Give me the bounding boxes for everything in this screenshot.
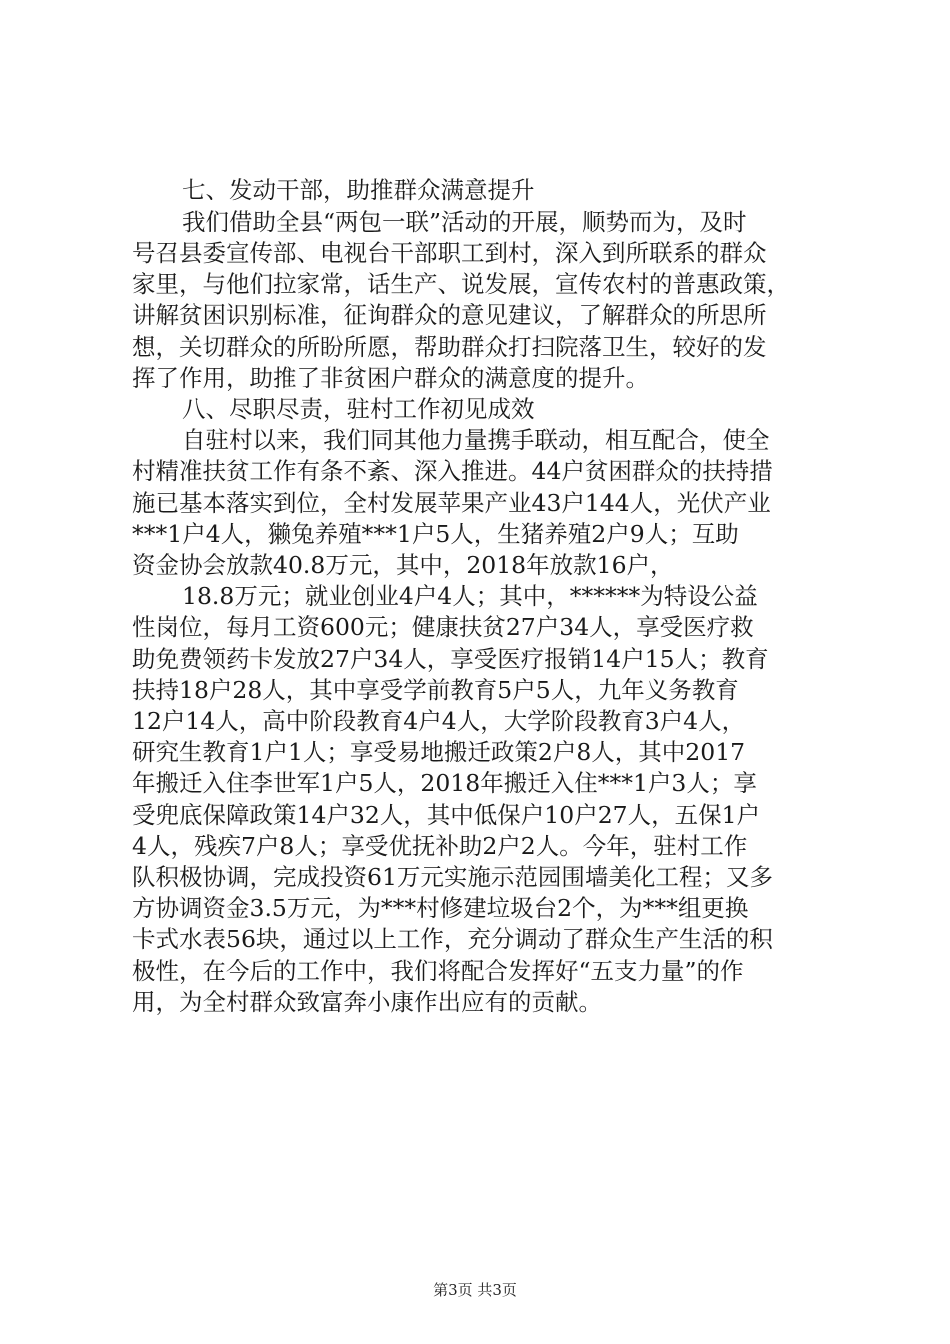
text-line: 号召县委宣传部、电视台干部职工到村，深入到所联系的群众: [132, 239, 767, 267]
paragraph-line: [0, 519, 950, 549]
paragraph-line: [0, 956, 950, 986]
paragraph-line: [0, 768, 950, 798]
text-line: 极性，在今后的工作中，我们将配合发挥好“五支力量”的作: [132, 957, 744, 985]
paragraph-line: [0, 269, 950, 299]
paragraph-line: [0, 675, 950, 705]
paragraph-line: [0, 488, 950, 518]
paragraph-line: [0, 737, 950, 767]
paragraph-line: [0, 581, 950, 611]
text-line: 挥了作用，助推了非贫困户群众的满意度的提升。: [132, 364, 649, 392]
paragraph-line: [0, 831, 950, 861]
paragraph-line: [0, 644, 950, 674]
text-line: 用，为全村群众致富奔小康作出应有的贡献。: [132, 988, 602, 1016]
text-line: 八、尽职尽责，驻村工作初见成效: [182, 395, 535, 423]
text-line: 扶持18户28人，其中享受学前教育5户5人，九年义务教育: [132, 676, 739, 704]
paragraph-line: [0, 893, 950, 923]
text-line: 方协调资金3.5万元，为***村修建垃圾台2个，为***组更换: [132, 894, 749, 922]
text-line: 12户14人，高中阶段教育4户4人，大学阶段教育3户4人，: [132, 707, 746, 735]
text-line: 队积极协调，完成投资61万元实施示范园围墙美化工程；又多: [132, 863, 773, 891]
text-line: 自驻村以来，我们同其他力量携手联动，相互配合，使全: [182, 426, 770, 454]
text-line: 助免费领药卡发放27户34人，享受医疗报销14户15人；教育: [132, 645, 769, 673]
paragraph-line: [0, 612, 950, 642]
text-line: 讲解贫困识别标准，征询群众的意见建议，了解群众的所思所: [132, 301, 767, 329]
paragraph-line: [0, 706, 950, 736]
text-line: 想，关切群众的所盼所愿，帮助群众打扫院落卫生，较好的发: [132, 333, 767, 361]
text-line: 村精准扶贫工作有条不紊、深入推进。44户贫困群众的扶持措: [132, 457, 773, 485]
paragraph-line: [0, 238, 950, 268]
paragraph-line: [0, 924, 950, 954]
text-line: 4人，残疾7户8人；享受优抚补助2户2人。今年，驻村工作: [132, 832, 748, 860]
section-heading-8: [0, 394, 950, 424]
paragraph-line: [0, 363, 950, 393]
text-line: 卡式水表56块，通过以上工作，充分调动了群众生产生活的积: [132, 925, 773, 953]
paragraph-line: [0, 862, 950, 892]
paragraph-line: [0, 425, 950, 455]
text-line: 家里，与他们拉家常，话生产、说发展，宣传农村的普惠政策，: [132, 270, 790, 298]
paragraph-line: [0, 987, 950, 1017]
text-line: 研究生教育1户1人；享受易地搬迁政策2户8人，其中2017: [132, 738, 746, 766]
text-line: 七、发动干部，助推群众满意提升: [182, 176, 535, 204]
text-line: 性岗位，每月工资600元；健康扶贫27户34人，享受医疗救: [132, 613, 754, 641]
page-footer: 第3页 共3页: [433, 1281, 517, 1299]
paragraph-line: [0, 800, 950, 830]
paragraph-line: [0, 300, 950, 330]
paragraph-line: [0, 550, 950, 580]
text-line: 18.8万元；就业创业4户4人；其中，******为特设公益: [182, 582, 758, 610]
paragraph-line: [0, 332, 950, 362]
paragraph-line: [0, 207, 950, 237]
text-line: ***1户4人，獭兔养殖***1户5人，生猪养殖2户9人；互助: [132, 520, 739, 548]
section-heading-7: [0, 175, 950, 205]
text-line: 年搬迁入住李世军1户5人，2018年搬迁入住***1户3人；享: [132, 769, 757, 797]
text-line: 资金协会放款40.8万元，其中，2018年放款16户，: [132, 551, 674, 579]
text-line: 我们借助全县“两包一联”活动的开展，顺势而为，及时: [182, 208, 747, 236]
text-line: 受兜底保障政策14户32人，其中低保户10户27人，五保1户: [132, 801, 761, 829]
text-line: 施已基本落实到位，全村发展苹果产业43户144人，光伏产业: [132, 489, 771, 517]
paragraph-line: [0, 456, 950, 486]
